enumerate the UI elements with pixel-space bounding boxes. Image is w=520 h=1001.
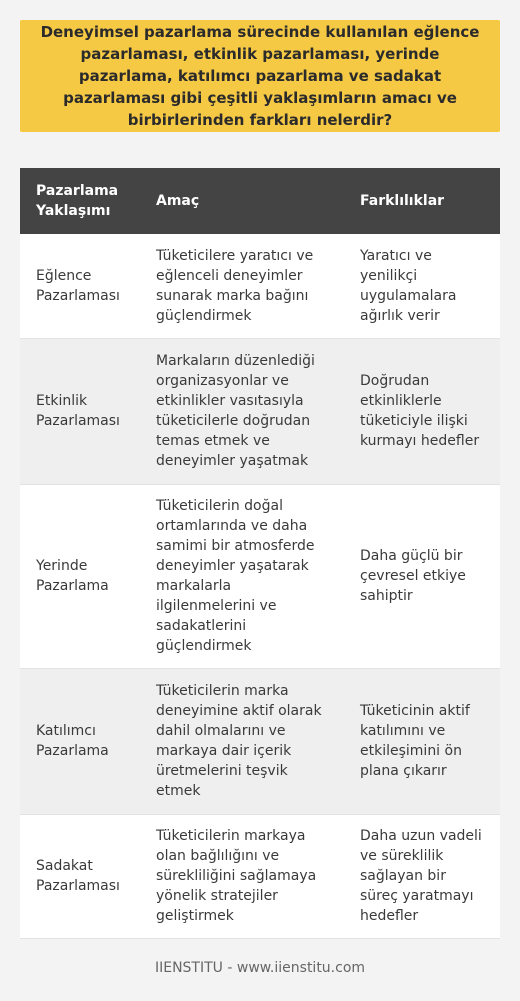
difference-cell: Yaratıcı ve yenilikçi uygulamalara ağırlık verir bbox=[344, 234, 500, 338]
approach-cell: Eğlence Pazarlaması bbox=[20, 234, 140, 338]
purpose-cell: Tüketicilerin marka deneyimine aktif olarak dahil olmalarını ve markaya dair içerik üretmelerini teşvik etmek bbox=[140, 668, 344, 814]
table-row bbox=[20, 484, 500, 668]
purpose-cell: Tüketicilerin doğal ortamlarında ve daha samimi bir atmosferde deneyimler yaşatarak markalarla ilgilenmelerini ve sadakatlerini güçlendirmek bbox=[140, 484, 344, 668]
header-purpose: Amaç bbox=[140, 168, 344, 234]
purpose-cell: Tüketicilerin markaya olan bağlılığını ve sürekliliğini sağlamaya yönelik stratejiler geliştirmek bbox=[140, 814, 344, 938]
approach-cell: Yerinde Pazarlama bbox=[20, 484, 140, 668]
purpose-cell: Tüketicilere yaratıcı ve eğlenceli deneyimler sunarak marka bağını güçlendirmek bbox=[140, 234, 344, 338]
footer-credit: IIENSTITU - www.iienstitu.com bbox=[154, 960, 366, 976]
table-header-row bbox=[20, 168, 500, 234]
table-row bbox=[20, 668, 500, 814]
difference-cell: Daha uzun vadeli ve süreklilik sağlayan bir süreç yaratmayı hedefler bbox=[344, 814, 500, 938]
header-approach: Pazarlama Yaklaşımı bbox=[20, 168, 140, 234]
table-row bbox=[20, 234, 500, 338]
table-row bbox=[20, 338, 500, 484]
difference-cell: Doğrudan etkinliklerle tüketiciyle ilişki kurmayı hedefler bbox=[344, 338, 500, 484]
approach-cell: Sadakat Pazarlaması bbox=[20, 814, 140, 938]
approach-cell: Katılımcı Pazarlama bbox=[20, 668, 140, 814]
page-title: Deneyimsel pazarlama sürecinde kullanılan eğlence pazarlaması, etkinlik pazarlaması, yerinde pazarlama, katılımcı pazarlama ve sadakat pazarlaması gibi çeşitli yaklaşımların amacı ve birbirlerinden farkları nelerdir? bbox=[40, 23, 480, 129]
title-banner bbox=[20, 20, 500, 132]
difference-cell: Daha güçlü bir çevresel etkiye sahiptir bbox=[344, 484, 500, 668]
comparison-table bbox=[20, 168, 500, 939]
approach-cell: Etkinlik Pazarlaması bbox=[20, 338, 140, 484]
table-row bbox=[20, 814, 500, 938]
difference-cell: Tüketicinin aktif katılımını ve etkileşimini ön plana çıkarır bbox=[344, 668, 500, 814]
header-differences: Farklılıklar bbox=[344, 168, 500, 234]
purpose-cell: Markaların düzenlediği organizasyonlar ve etkinlikler vasıtasıyla tüketicilerle doğrudan temas etmek ve deneyimler yaşatmak bbox=[140, 338, 344, 484]
